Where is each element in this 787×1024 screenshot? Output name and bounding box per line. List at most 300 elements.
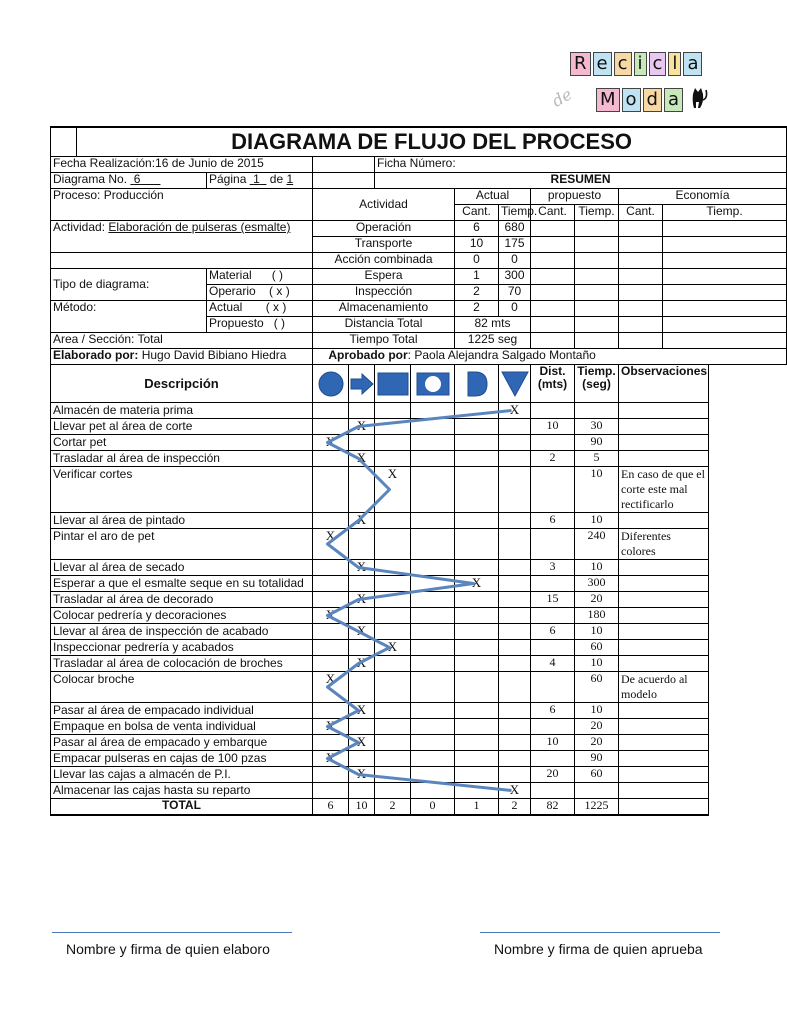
economia-tiemp: Tiemp.	[663, 205, 787, 221]
step-description: Llevar pet al área de corte	[51, 419, 313, 435]
page-title: DIAGRAMA DE FLUJO DEL PROCESO	[77, 127, 787, 157]
step-distance: 3	[531, 560, 575, 576]
process-step-row	[51, 513, 787, 529]
symbol-cell	[411, 403, 455, 419]
step-distance: 2	[531, 451, 575, 467]
step-time	[575, 403, 619, 419]
symbol-cell	[313, 783, 349, 799]
step-distance	[531, 719, 575, 735]
inspection-symbol	[375, 365, 411, 403]
symbol-cell	[375, 576, 411, 592]
summary-activity: Almacenamiento	[313, 301, 455, 317]
step-distance	[531, 576, 575, 592]
symbol-cell	[375, 403, 411, 419]
propuesto-cant: Cant.	[531, 205, 575, 221]
summary-cant: 2	[455, 285, 499, 301]
step-distance: 6	[531, 513, 575, 529]
symbol-cell	[499, 703, 531, 719]
step-description: Trasladar al área de decorado	[51, 592, 313, 608]
process-step-row	[51, 783, 787, 799]
process-step-row	[51, 656, 787, 672]
symbol-cell	[499, 529, 531, 560]
step-time: 240	[575, 529, 619, 560]
step-observation: Diferentes colores	[619, 529, 709, 560]
symbol-cell	[375, 419, 411, 435]
step-observation	[619, 576, 709, 592]
step-distance	[531, 672, 575, 703]
logo-letter-tile: a	[664, 88, 683, 112]
step-description: Empacar pulseras en cajas de 100 pzas	[51, 751, 313, 767]
signature-label-elaboro: Nombre y firma de quien elaboro	[66, 941, 270, 957]
symbol-cell	[313, 624, 349, 640]
symbol-cell	[375, 560, 411, 576]
symbol-cell	[375, 513, 411, 529]
step-mark: X	[349, 451, 375, 467]
symbol-cell	[411, 624, 455, 640]
symbol-cell	[411, 592, 455, 608]
symbol-cell	[313, 592, 349, 608]
logo-letter-tile: M	[596, 88, 620, 112]
symbol-cell	[313, 419, 349, 435]
summary-cant: 10	[455, 237, 499, 253]
symbol-cell	[411, 656, 455, 672]
logo-letter-tile: c	[649, 52, 667, 76]
step-description: Pasar al área de empacado y embarque	[51, 735, 313, 751]
step-time: 20	[575, 719, 619, 735]
symbol-cell	[499, 656, 531, 672]
symbol-cell	[411, 576, 455, 592]
step-distance: 4	[531, 656, 575, 672]
step-observation	[619, 608, 709, 624]
symbol-cell	[375, 624, 411, 640]
step-mark: X	[499, 403, 531, 419]
symbol-cell	[455, 640, 499, 656]
symbol-cell	[455, 419, 499, 435]
step-time: 10	[575, 624, 619, 640]
step-observation	[619, 403, 709, 419]
symbol-cell	[455, 735, 499, 751]
logo-word-moda	[596, 88, 683, 112]
actividad-column-header: Actividad	[313, 189, 455, 221]
step-time: 10	[575, 703, 619, 719]
total-delay: 1	[455, 799, 499, 816]
step-distance	[531, 403, 575, 419]
symbol-cell	[499, 640, 531, 656]
symbol-cell	[455, 672, 499, 703]
symbol-cell	[411, 751, 455, 767]
step-distance	[531, 435, 575, 451]
total-dist: 82	[531, 799, 575, 816]
step-distance	[531, 751, 575, 767]
economia-header: Economía	[619, 189, 787, 205]
symbol-cell	[375, 767, 411, 783]
process-step-row	[51, 624, 787, 640]
total-transport: 10	[349, 799, 375, 816]
step-distance	[531, 640, 575, 656]
economia-cant: Cant.	[619, 205, 663, 221]
distancia-total-value: 82 mts	[455, 317, 531, 333]
summary-activity: Operación	[313, 221, 455, 237]
process-step-row	[51, 576, 787, 592]
logo-letter-tile: R	[570, 52, 591, 76]
symbol-cell	[349, 719, 375, 735]
total-storage: 2	[499, 799, 531, 816]
symbol-cell	[313, 403, 349, 419]
summary-activity: Inspección	[313, 285, 455, 301]
step-time: 30	[575, 419, 619, 435]
summary-cant: 2	[455, 301, 499, 317]
total-inspection: 2	[375, 799, 411, 816]
step-distance	[531, 529, 575, 560]
symbol-cell	[375, 672, 411, 703]
symbol-cell	[349, 435, 375, 451]
process-step-row	[51, 767, 787, 783]
summary-tiemp: 300	[499, 269, 531, 285]
circle-operation-icon	[317, 370, 345, 398]
recicla-moda-logo	[548, 48, 702, 120]
symbol-cell	[313, 513, 349, 529]
symbol-cell	[375, 435, 411, 451]
proceso: Proceso: Producción	[51, 189, 313, 221]
step-time: 10	[575, 656, 619, 672]
symbol-cell	[411, 672, 455, 703]
arrow-transport-icon	[350, 373, 374, 395]
step-observation	[619, 783, 709, 799]
pagina: Página 1 de 1	[207, 173, 313, 189]
signature-label-aprueba: Nombre y firma de quien aprueba	[494, 941, 703, 957]
symbol-cell	[455, 751, 499, 767]
symbol-cell	[375, 783, 411, 799]
step-mark: X	[349, 513, 375, 529]
symbol-cell	[411, 435, 455, 451]
signature-line-aprueba	[480, 932, 720, 957]
storage-symbol	[499, 365, 531, 403]
symbol-cell	[455, 608, 499, 624]
aprobado-por: Aprobado por: Paola Alejandra Salgado Montaño	[313, 349, 787, 365]
step-mark: X	[313, 719, 349, 735]
symbol-cell	[313, 560, 349, 576]
process-step-row	[51, 703, 787, 719]
symbol-cell	[349, 576, 375, 592]
process-step-row	[51, 560, 787, 576]
symbol-cell	[455, 703, 499, 719]
step-time: 90	[575, 751, 619, 767]
tiemp-header: Tiemp. (seg)	[575, 365, 619, 403]
square-inspection-icon	[377, 372, 409, 396]
process-step-row	[51, 403, 787, 419]
symbol-cell	[499, 451, 531, 467]
logo-letter-tile: d	[643, 88, 662, 112]
symbol-cell	[499, 513, 531, 529]
step-distance: 6	[531, 624, 575, 640]
symbol-cell	[499, 592, 531, 608]
step-description: Almacenar las cajas hasta su reparto	[51, 783, 313, 799]
step-mark: X	[349, 703, 375, 719]
logo-letter-tile: c	[614, 52, 632, 76]
process-step-row	[51, 640, 787, 656]
triangle-storage-icon	[501, 371, 529, 397]
step-mark: X	[349, 767, 375, 783]
symbol-cell	[411, 783, 455, 799]
symbol-cell	[313, 451, 349, 467]
tipo-material: Material ( )	[207, 269, 313, 285]
step-observation	[619, 751, 709, 767]
step-description: Empaque en bolsa de venta individual	[51, 719, 313, 735]
operation-symbol	[313, 365, 349, 403]
tiempo-total-label: Tiempo Total	[313, 333, 455, 349]
symbol-cell	[411, 419, 455, 435]
symbol-cell	[411, 560, 455, 576]
signature-line-elaboro	[52, 932, 292, 957]
symbol-cell	[411, 640, 455, 656]
symbol-cell	[455, 560, 499, 576]
tipo-operario: Operario ( x )	[207, 285, 313, 301]
descripcion-header: Descripción	[51, 365, 313, 403]
step-observation	[619, 419, 709, 435]
step-description: Inspeccionar pedrería y acabados	[51, 640, 313, 656]
symbol-cell	[313, 576, 349, 592]
symbol-cell	[455, 403, 499, 419]
step-description: Llevar las cajas a almacén de P.I.	[51, 767, 313, 783]
logo-connector: de	[548, 84, 576, 111]
symbol-cell	[375, 529, 411, 560]
step-observation	[619, 703, 709, 719]
step-description: Colocar broche	[51, 672, 313, 703]
step-description: Pasar al área de empacado individual	[51, 703, 313, 719]
diagrama-no: Diagrama No. 6	[51, 173, 207, 189]
step-time: 10	[575, 560, 619, 576]
summary-tiemp: 175	[499, 237, 531, 253]
step-time: 5	[575, 451, 619, 467]
step-description: Cortar pet	[51, 435, 313, 451]
step-description: Almacén de materia prima	[51, 403, 313, 419]
process-flow-sheet	[50, 126, 743, 816]
symbol-cell	[499, 576, 531, 592]
metodo-label: Método:	[51, 301, 207, 333]
actual-tiemp: Tiemp.	[499, 205, 531, 221]
combined-symbol	[411, 365, 455, 403]
process-step-row	[51, 735, 787, 751]
step-observation	[619, 435, 709, 451]
symbol-cell	[313, 640, 349, 656]
step-time: 10	[575, 467, 619, 513]
symbol-cell	[313, 767, 349, 783]
process-step-row	[51, 592, 787, 608]
step-observation	[619, 451, 709, 467]
tiempo-total-value: 1225 seg	[455, 333, 531, 349]
symbol-cell	[499, 767, 531, 783]
symbol-cell	[499, 719, 531, 735]
symbol-cell	[411, 467, 455, 513]
total-label: TOTAL	[51, 799, 313, 816]
step-distance: 15	[531, 592, 575, 608]
step-distance	[531, 608, 575, 624]
step-time: 300	[575, 576, 619, 592]
step-mark: X	[349, 656, 375, 672]
summary-tiemp: 0	[499, 301, 531, 317]
symbol-cell	[313, 703, 349, 719]
step-description: Llevar al área de pintado	[51, 513, 313, 529]
symbol-cell	[499, 435, 531, 451]
step-observation	[619, 640, 709, 656]
symbol-cell	[499, 467, 531, 513]
corner-cell	[51, 127, 77, 157]
symbol-cell	[313, 467, 349, 513]
step-observation	[619, 719, 709, 735]
symbol-cell	[455, 592, 499, 608]
symbol-cell	[411, 451, 455, 467]
symbol-cell	[411, 608, 455, 624]
process-step-row	[51, 419, 787, 435]
summary-cant: 6	[455, 221, 499, 237]
symbol-cell	[375, 592, 411, 608]
process-step-row	[51, 672, 787, 703]
step-mark: X	[375, 467, 411, 513]
step-time: 60	[575, 672, 619, 703]
step-time: 180	[575, 608, 619, 624]
step-mark: X	[499, 783, 531, 799]
summary-cant: 0	[455, 253, 499, 269]
step-description: Colocar pedrería y decoraciones	[51, 608, 313, 624]
total-obs	[619, 799, 709, 816]
step-time: 90	[575, 435, 619, 451]
symbol-cell	[349, 608, 375, 624]
symbol-cell	[411, 529, 455, 560]
step-mark: X	[349, 419, 375, 435]
total-operation: 6	[313, 799, 349, 816]
total-time: 1225	[575, 799, 619, 816]
process-step-row	[51, 751, 787, 767]
elaborado-por: Elaborado por: Hugo David Bibiano Hiedra	[51, 349, 313, 365]
summary-cant: 1	[455, 269, 499, 285]
symbol-cell	[313, 656, 349, 672]
process-step-row	[51, 719, 787, 735]
symbol-cell	[375, 608, 411, 624]
symbol-cell	[349, 672, 375, 703]
symbol-cell	[375, 703, 411, 719]
blank-cell	[51, 253, 313, 269]
symbol-cell	[499, 672, 531, 703]
step-mark: X	[313, 608, 349, 624]
transport-symbol	[349, 365, 375, 403]
symbol-cell	[455, 451, 499, 467]
symbol-cell	[349, 783, 375, 799]
step-description: Trasladar al área de colocación de broches	[51, 656, 313, 672]
step-time: 60	[575, 767, 619, 783]
symbol-cell	[499, 560, 531, 576]
actual-header: Actual	[455, 189, 531, 205]
blank-cell	[313, 173, 375, 189]
step-distance: 10	[531, 419, 575, 435]
step-observation	[619, 592, 709, 608]
step-distance	[531, 783, 575, 799]
summary-tiemp: 680	[499, 221, 531, 237]
step-description: Llevar al área de inspección de acabado	[51, 624, 313, 640]
step-description: Pintar el aro de pet	[51, 529, 313, 560]
step-observation	[619, 624, 709, 640]
step-mark: X	[313, 529, 349, 560]
process-step-row	[51, 467, 787, 513]
summary-activity: Acción combinada	[313, 253, 455, 269]
step-mark: X	[349, 735, 375, 751]
summary-activity: Espera	[313, 269, 455, 285]
logo-letter-tile: e	[593, 52, 612, 76]
distancia-total-label: Distancia Total	[313, 317, 455, 333]
step-observation	[619, 735, 709, 751]
step-time: 20	[575, 592, 619, 608]
step-time: 20	[575, 735, 619, 751]
actual-cant: Cant.	[455, 205, 499, 221]
step-description: Trasladar al área de inspección	[51, 451, 313, 467]
symbol-cell	[455, 783, 499, 799]
total-combined: 0	[411, 799, 455, 816]
process-step-row	[51, 451, 787, 467]
symbol-cell	[411, 767, 455, 783]
symbol-cell	[375, 656, 411, 672]
step-description: Verificar cortes	[51, 467, 313, 513]
step-observation: En caso de que el corte este mal rectificarlo	[619, 467, 709, 513]
step-description: Esperar a que el esmalte seque en su totalidad	[51, 576, 313, 592]
ficha-numero: Ficha Número:	[375, 157, 787, 173]
symbol-cell	[411, 703, 455, 719]
step-distance: 6	[531, 703, 575, 719]
symbol-cell	[375, 719, 411, 735]
symbol-cell	[349, 529, 375, 560]
process-table	[50, 126, 787, 816]
symbol-cell	[349, 403, 375, 419]
symbol-cell	[349, 467, 375, 513]
propuesto-tiemp: Tiemp.	[575, 205, 619, 221]
symbol-cell	[411, 513, 455, 529]
step-time: 10	[575, 513, 619, 529]
step-observation	[619, 656, 709, 672]
symbol-cell	[411, 719, 455, 735]
symbol-cell	[313, 735, 349, 751]
combined-action-icon	[416, 372, 450, 396]
dist-header: Dist. (mts)	[531, 365, 575, 403]
step-observation: De acuerdo al modelo	[619, 672, 709, 703]
step-mark: X	[375, 640, 411, 656]
symbol-cell	[455, 767, 499, 783]
symbol-cell	[455, 624, 499, 640]
symbol-cell	[499, 608, 531, 624]
symbol-cell	[455, 513, 499, 529]
symbol-cell	[499, 751, 531, 767]
summary-activity: Transporte	[313, 237, 455, 253]
step-mark: X	[313, 751, 349, 767]
cat-icon	[690, 84, 708, 110]
resumen-heading: RESUMEN	[375, 173, 787, 189]
fecha-realizacion: Fecha Realización:16 de Junio de 2015	[51, 157, 313, 173]
symbol-cell	[499, 419, 531, 435]
area-seccion: Area / Sección: Total	[51, 333, 313, 349]
symbol-cell	[499, 624, 531, 640]
step-observation	[619, 767, 709, 783]
symbol-cell	[455, 719, 499, 735]
observaciones-header: Observaciones	[619, 365, 709, 403]
symbol-cell	[375, 451, 411, 467]
step-mark: X	[349, 560, 375, 576]
step-mark: X	[349, 624, 375, 640]
symbol-cell	[455, 435, 499, 451]
step-mark: X	[313, 435, 349, 451]
symbol-cell	[455, 656, 499, 672]
step-observation	[619, 513, 709, 529]
process-step-row	[51, 608, 787, 624]
metodo-propuesto: Propuesto ( )	[207, 317, 313, 333]
logo-letter-tile: o	[622, 88, 641, 112]
symbol-cell	[411, 735, 455, 751]
